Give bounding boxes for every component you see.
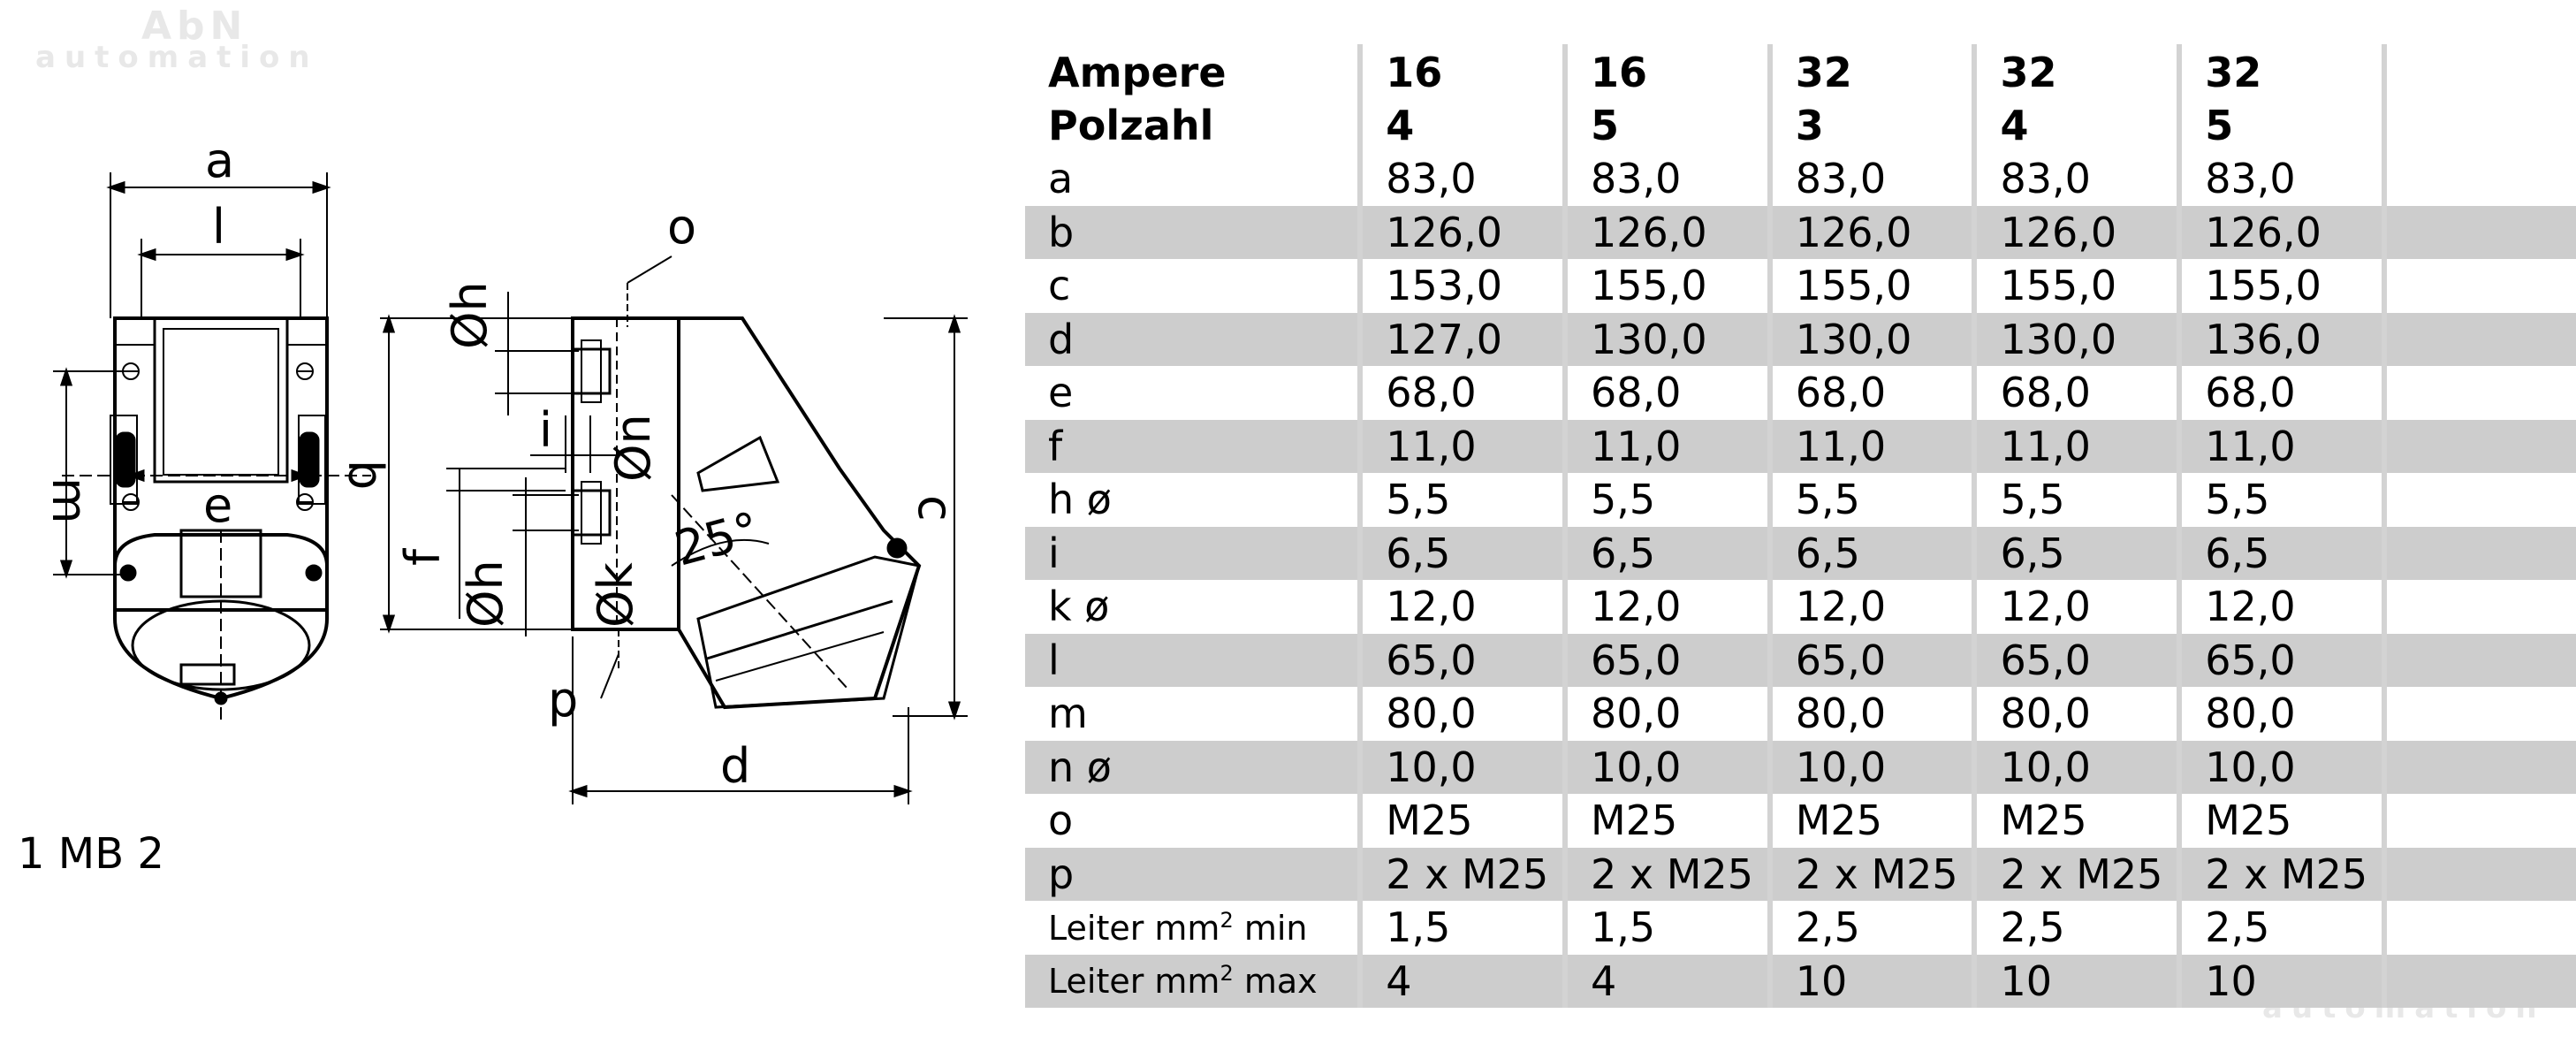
label-e: e	[203, 477, 233, 533]
table-row	[1025, 901, 2576, 955]
row-label: o	[1048, 796, 1074, 845]
table-cell: 130,0	[1565, 313, 1770, 367]
table-cell: 10	[1770, 955, 1975, 1009]
label-oh-bottom: Øh	[458, 560, 513, 628]
table-cell: M25	[1770, 794, 1975, 848]
label-m: m	[42, 477, 97, 524]
table-cell: 127,0	[1360, 313, 1565, 367]
row-label: p	[1025, 848, 1360, 902]
table-cell: 1,5	[1360, 901, 1565, 955]
model-label: 1 MB 2	[18, 829, 164, 879]
table-cell: 6,5	[1565, 527, 1770, 581]
table-cell: 126,0	[1770, 206, 1975, 260]
row-label: b	[1025, 206, 1360, 260]
table-cell: M25	[2179, 794, 2384, 848]
dimension-table	[1025, 44, 2576, 1008]
table-cell: 10,0	[1770, 741, 1975, 795]
table-cell: 2 x M25	[1770, 848, 1975, 902]
row-label: a	[1048, 155, 1074, 203]
header-empty	[2384, 44, 2576, 152]
table-cell: 6,5	[2179, 527, 2384, 581]
header-col: 32 4	[1974, 44, 2179, 152]
table-cell: 2,5	[2179, 901, 2384, 955]
table-cell-empty	[2384, 473, 2576, 527]
label-b: b	[338, 460, 393, 491]
table-cell: 5,5	[1360, 473, 1565, 527]
row-label: d	[1025, 313, 1360, 367]
table-cell: 2,5	[1770, 901, 1975, 955]
table-cell-empty	[2384, 420, 2576, 474]
row-label: Leiter $mm^2$ min	[1048, 907, 1308, 948]
table-row	[1025, 634, 2576, 688]
label-i: i	[539, 402, 553, 458]
table-cell: 5,5	[2179, 473, 2384, 527]
label-oh-top: Øh	[442, 281, 498, 349]
table-cell: 65,0	[1360, 634, 1565, 688]
table-row	[1025, 473, 2576, 527]
table-cell: 68,0	[2179, 366, 2384, 420]
table-cell: 12,0	[1360, 580, 1565, 634]
table-header-row	[1025, 44, 2576, 152]
label-d: d	[720, 738, 751, 794]
table-cell: 5,5	[1565, 473, 1770, 527]
table-cell-empty	[2384, 527, 2576, 581]
table-cell: 5,5	[1974, 473, 2179, 527]
table-row	[1025, 741, 2576, 795]
table-cell: 80,0	[2179, 687, 2384, 741]
table-cell: 12,0	[1974, 580, 2179, 634]
header-col: 16 4	[1360, 44, 1565, 152]
table-cell: M25	[1565, 794, 1770, 848]
table-cell: 126,0	[1565, 206, 1770, 260]
table-cell: 83,0	[1360, 152, 1565, 206]
table-cell: 2 x M25	[2179, 848, 2384, 902]
header-label: Ampere Polzahl	[1048, 49, 1227, 149]
label-p: p	[548, 672, 579, 728]
row-label: f	[1025, 420, 1360, 474]
table-cell: 5,5	[1770, 473, 1975, 527]
header-col: 32 5	[2179, 44, 2384, 152]
table-cell: 65,0	[2179, 634, 2384, 688]
row-label: c	[1048, 262, 1071, 310]
table-cell: 155,0	[1770, 259, 1975, 313]
label-on: Øn	[605, 414, 661, 482]
table-row	[1025, 794, 2576, 848]
table-cell: 68,0	[1360, 366, 1565, 420]
table-cell: 11,0	[1974, 420, 2179, 474]
header-col: 16 5	[1565, 44, 1770, 152]
watermark-top: AbN automation	[35, 4, 319, 75]
table-cell: 10,0	[1565, 741, 1770, 795]
table-row	[1025, 259, 2576, 313]
row-label: i	[1025, 527, 1360, 581]
table-cell: 83,0	[1974, 152, 2179, 206]
table-cell: 11,0	[1565, 420, 1770, 474]
table-cell: 10,0	[1974, 741, 2179, 795]
table-row	[1025, 955, 2576, 1009]
table-cell-empty	[2384, 901, 2576, 955]
table-cell-empty	[2384, 313, 2576, 367]
table-cell: 155,0	[1565, 259, 1770, 313]
row-label: l	[1025, 634, 1360, 688]
table-cell: 10	[1974, 955, 2179, 1009]
header-col: 32 3	[1770, 44, 1975, 152]
label-o: o	[667, 199, 697, 255]
table-cell-empty	[2384, 366, 2576, 420]
row-label: Leiter $mm^2$ max	[1025, 955, 1360, 1009]
table-cell-empty	[2384, 687, 2576, 741]
table-cell: 6,5	[1360, 527, 1565, 581]
table-cell: 11,0	[1770, 420, 1975, 474]
table-cell: 136,0	[2179, 313, 2384, 367]
table-cell: 4	[1565, 955, 1770, 1009]
table-cell: 126,0	[1974, 206, 2179, 260]
row-label: m	[1048, 690, 1088, 738]
row-label: n ø	[1025, 741, 1360, 795]
table-cell: 83,0	[1565, 152, 1770, 206]
table-row	[1025, 580, 2576, 634]
table-cell: 11,0	[2179, 420, 2384, 474]
table-cell: 65,0	[1974, 634, 2179, 688]
label-ok: Øk	[588, 562, 643, 628]
table-cell: M25	[1360, 794, 1565, 848]
table-cell-empty	[2384, 152, 2576, 206]
table-cell: 68,0	[1974, 366, 2179, 420]
table-cell: 155,0	[1974, 259, 2179, 313]
table-cell-empty	[2384, 580, 2576, 634]
technical-drawing	[0, 0, 1007, 1044]
table-cell: 6,5	[1974, 527, 2179, 581]
table-cell: 68,0	[1770, 366, 1975, 420]
table-cell: 80,0	[1974, 687, 2179, 741]
table-cell: M25	[1974, 794, 2179, 848]
table-cell: 2 x M25	[1565, 848, 1770, 902]
table-cell: 126,0	[1360, 206, 1565, 260]
label-l: l	[212, 199, 226, 255]
table-cell-empty	[2384, 794, 2576, 848]
table-cell: 155,0	[2179, 259, 2384, 313]
table-cell: 12,0	[1770, 580, 1975, 634]
table-cell: 10,0	[1360, 741, 1565, 795]
label-angle: 25°	[669, 500, 765, 577]
table-cell: 83,0	[1770, 152, 1975, 206]
table-cell: 126,0	[2179, 206, 2384, 260]
row-label: h ø	[1048, 476, 1112, 524]
table-row	[1025, 206, 2576, 260]
table-cell: 2 x M25	[1974, 848, 2179, 902]
table-row	[1025, 848, 2576, 902]
table-cell: 68,0	[1565, 366, 1770, 420]
table-row	[1025, 527, 2576, 581]
table-cell: 65,0	[1565, 634, 1770, 688]
table-cell: 2,5	[1974, 901, 2179, 955]
table-cell: 11,0	[1360, 420, 1565, 474]
table-cell: 2 x M25	[1360, 848, 1565, 902]
row-label: e	[1048, 369, 1074, 417]
table-row	[1025, 152, 2576, 206]
label-f: f	[395, 548, 451, 566]
table-cell-empty	[2384, 955, 2576, 1009]
table-cell: 80,0	[1565, 687, 1770, 741]
table-cell-empty	[2384, 741, 2576, 795]
table-row	[1025, 366, 2576, 420]
table-cell-empty	[2384, 634, 2576, 688]
table-cell-empty	[2384, 259, 2576, 313]
table-cell: 10	[2179, 955, 2384, 1009]
row-label: k ø	[1048, 583, 1110, 631]
label-c: c	[908, 495, 963, 522]
table-cell: 6,5	[1770, 527, 1975, 581]
table-cell: 65,0	[1770, 634, 1975, 688]
table-cell: 80,0	[1360, 687, 1565, 741]
table-cell: 130,0	[1770, 313, 1975, 367]
table-cell: 10,0	[2179, 741, 2384, 795]
table-cell: 83,0	[2179, 152, 2384, 206]
table-cell: 1,5	[1565, 901, 1770, 955]
table-cell-empty	[2384, 206, 2576, 260]
label-a: a	[205, 133, 235, 188]
table-cell: 130,0	[1974, 313, 2179, 367]
table-cell: 12,0	[2179, 580, 2384, 634]
table-cell: 153,0	[1360, 259, 1565, 313]
table-cell: 4	[1360, 955, 1565, 1009]
table-cell-empty	[2384, 848, 2576, 902]
table-row	[1025, 313, 2576, 367]
table-cell: 12,0	[1565, 580, 1770, 634]
table-cell: 80,0	[1770, 687, 1975, 741]
table-row	[1025, 420, 2576, 474]
table-row	[1025, 687, 2576, 741]
